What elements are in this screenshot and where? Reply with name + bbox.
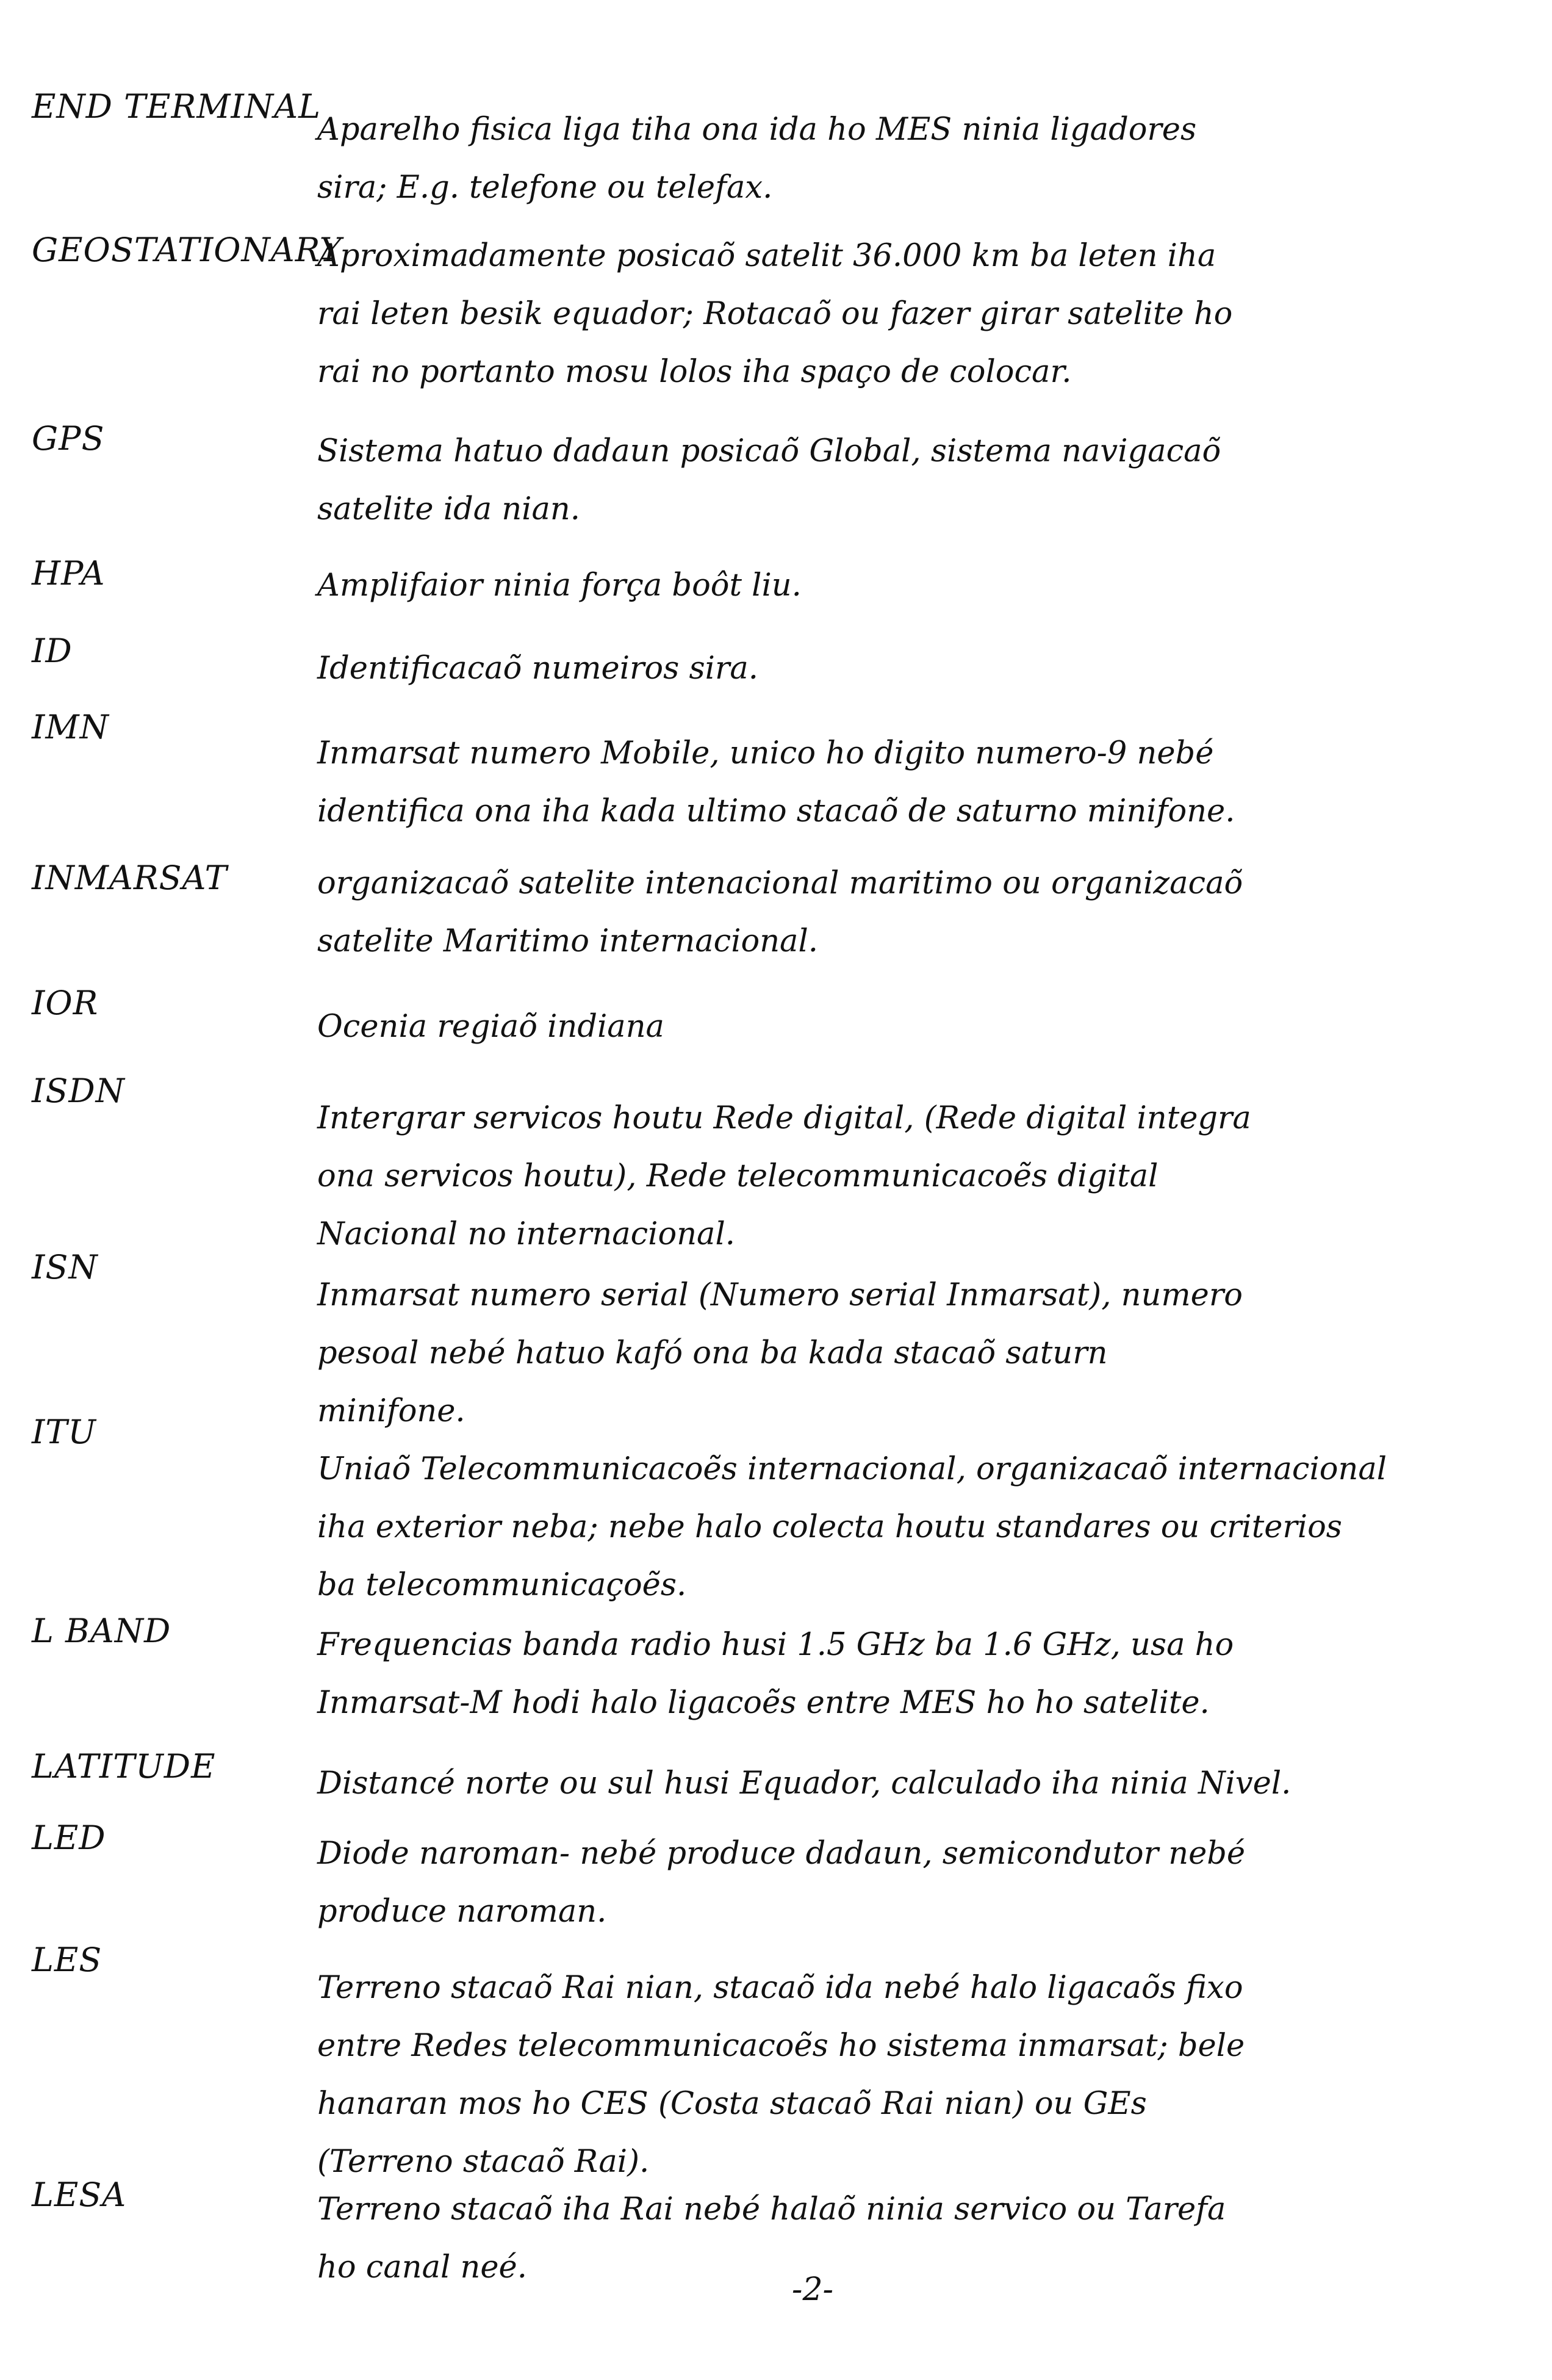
glossary-term: LATITUDE	[32, 1747, 216, 1786]
glossary-term: GPS	[32, 419, 105, 458]
definition-line: entre Redes telecommunicacoẽs ho sistema inmarsat; bele	[317, 2028, 1245, 2064]
glossary-term: END TERMINAL	[32, 87, 321, 126]
glossary-term: IOR	[32, 984, 99, 1022]
definition-line: Frequencias banda radio husi 1.5 GHz ba 1.6 GHz, usa ho	[317, 1627, 1234, 1663]
definition-line: hanaran mos ho CES (Costa stacaõ Rai nian) ou GEs	[317, 2086, 1147, 2122]
glossary-definition	[317, 640, 1513, 698]
definition-line: satelite Maritimo internacional.	[317, 923, 818, 959]
glossary-definition	[317, 998, 1513, 1056]
definition-line: (Terreno stacaõ Rai).	[317, 2144, 650, 2180]
page-number: -2-	[791, 2271, 834, 2308]
definition-line: ona servicos houtu), Rede telecommunicacoẽs digital	[317, 1158, 1159, 1194]
glossary-term: ISDN	[32, 1072, 125, 1110]
definition-line: organizacaõ satelite intenacional maritimo ou organizacaõ	[317, 865, 1243, 901]
glossary-definition	[317, 1754, 1513, 1812]
glossary-definition	[317, 1089, 1513, 1263]
definition-line: rai no portanto mosu lolos iha spaço de colocar.	[317, 354, 1072, 390]
glossary-definition	[317, 557, 1513, 615]
definition-line: Nacional no internacional.	[317, 1216, 735, 1252]
definition-line: ho canal neé.	[317, 2249, 527, 2285]
glossary-definition	[317, 724, 1513, 840]
glossary-term: L BAND	[32, 1612, 171, 1650]
glossary-definition	[317, 101, 1513, 217]
definition-line: Diode naroman- nebé produce dadaun, semicondutor nebé	[317, 1836, 1246, 1872]
definition-line: Inmarsat numero Mobile, unico ho digito numero-9 nebé	[317, 735, 1214, 771]
glossary-term: ID	[32, 632, 73, 670]
definition-line: minifone.	[317, 1393, 465, 1429]
definition-line: produce naroman.	[317, 1894, 607, 1930]
definition-line: iha exterior neba; nebe halo colecta houtu standares ou criterios	[317, 1509, 1342, 1545]
glossary-definition	[317, 2180, 1513, 2296]
glossary-definition	[317, 422, 1513, 538]
definition-line: satelite ida nian.	[317, 491, 580, 527]
definition-line: Sistema hatuo dadaun posicaõ Global, sistema navigacaõ	[317, 433, 1221, 469]
definition-line: Uniaõ Telecommunicacoẽs internacional, organizacaõ internacional	[317, 1451, 1387, 1487]
glossary-term: ITU	[32, 1413, 96, 1451]
definition-line: sira; E.g. telefone ou telefax.	[317, 170, 773, 206]
glossary-term: IMN	[32, 708, 109, 746]
glossary-definition	[317, 1440, 1513, 1614]
glossary-term: LES	[32, 1941, 102, 1979]
definition-line: Terreno stacaõ Rai nian, stacaõ ida nebé halo ligacaõs fixo	[317, 1970, 1243, 2006]
definition-line: Terreno stacaõ iha Rai nebé halaõ ninia servico ou Tarefa	[317, 2191, 1226, 2227]
glossary-term: ISN	[32, 1248, 98, 1286]
definition-line: pesoal nebé hatuo kafó ona ba kada stacaõ saturn	[317, 1335, 1108, 1371]
glossary-term: HPA	[32, 554, 106, 593]
glossary-term: INMARSAT	[32, 859, 228, 897]
glossary-term: LESA	[32, 2176, 127, 2214]
glossary-definition	[317, 1825, 1513, 1941]
definition-line: Inmarsat numero serial (Numero serial Inmarsat), numero	[317, 1277, 1243, 1313]
definition-line: Aparelho fisica liga tiha ona ida ho MES ninia ligadores	[317, 112, 1197, 148]
glossary-definition	[317, 1266, 1513, 1440]
definition-line: Distancé norte ou sul husi Equador, calculado iha ninia Nivel.	[317, 1765, 1292, 1801]
glossary-definition	[317, 227, 1513, 401]
glossary-definition	[317, 854, 1513, 970]
definition-line: Inmarsat-M hodi halo ligacoẽs entre MES ho ho satelite.	[317, 1685, 1210, 1721]
definition-line: Ocenia regiaõ indiana	[317, 1009, 664, 1045]
definition-line: Amplifaior ninia força boôt liu.	[317, 568, 802, 604]
glossary-term: GEOSTATIONARY	[32, 231, 342, 269]
definition-line: identifica ona iha kada ultimo stacaõ de saturno minifone.	[317, 793, 1235, 829]
glossary-definition	[317, 1616, 1513, 1732]
definition-line: Intergrar servicos houtu Rede digital, (Rede digital integra	[317, 1100, 1251, 1136]
definition-line: rai leten besik equador; Rotacaõ ou fazer girar satelite ho	[317, 296, 1233, 332]
definition-line: Identificacaõ numeiros sira.	[317, 651, 758, 687]
glossary-term: LED	[32, 1819, 106, 1857]
definition-line: Aproximadamente posicaõ satelit 36.000 km ba leten iha	[317, 238, 1216, 274]
glossary-definition	[317, 1959, 1513, 2191]
definition-line: ba telecommunicaçoẽs.	[317, 1567, 687, 1603]
